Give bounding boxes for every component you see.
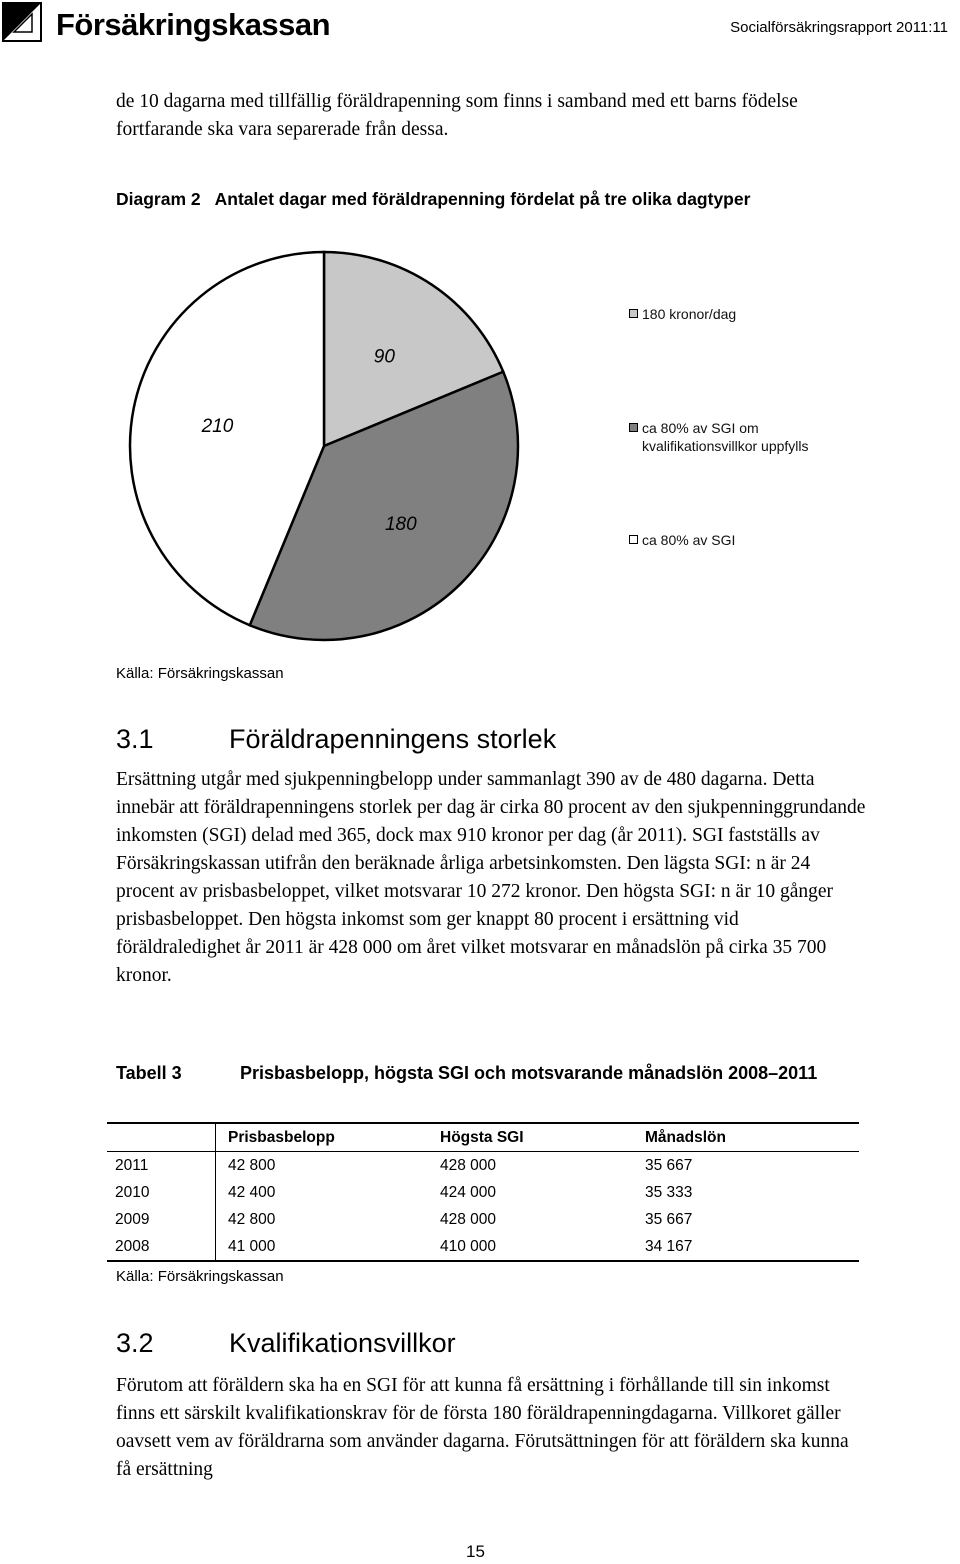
intro-paragraph: de 10 dagarna med tillfällig föräldrapenning som finns i samband med ett barns födelse fortfarande ska vara separerade från dessa.: [116, 91, 798, 140]
diagram-caption: [116, 186, 750, 212]
legend-label: ca 80% av SGI om kvalifikationsvillkor uppfylls: [642, 420, 809, 454]
legend-item: [629, 531, 735, 549]
table-cell: 2008: [107, 1233, 216, 1261]
diagram-label: Diagram 2: [116, 189, 201, 209]
slice-value-label: 180: [384, 513, 417, 535]
table-cell: 428 000: [440, 1210, 497, 1228]
table-cell: 35 667: [645, 1156, 693, 1174]
table-cell: 41 000: [216, 1233, 441, 1261]
section-body: Ersättning utgår med sjukpenningbelopp under sammanlagt 390 av de 480 dagarna. Detta innebär att föräldrapenningens storlek per dag är cirka 80 procent av den sjukpenninggrundande inkomsten (SGI) delad med 365, dock max 910 kronor per dag (år 2011). SGI fastställs av Försäkringskassan utifrån den beräknade årliga arbetsinkomsten. Den lägsta SGI: n är 24 procent av prisbasbeloppet, vilket motsvarar 10 272 kronor. Den högsta SGI: n är 10 gånger prisbasbeloppet. Den högsta inkomst som ger knappt 80 procent i ersättning vid föräldraledighet år 2011 är 428 000 om året vilket motsvarar en månadslön på cirka 35 700 kronor.: [116, 769, 866, 986]
table-row: [107, 1233, 859, 1261]
slice-value-label: 90: [373, 346, 395, 368]
section-heading: [116, 722, 556, 756]
table-title: Prisbasbelopp, högsta SGI och motsvarande månadslön 2008–2011: [240, 1063, 818, 1083]
legend-label: 180 kronor/dag: [642, 306, 737, 322]
report-name: Socialförsäkringsrapport 2011:11: [730, 19, 948, 36]
table-cell: 410 000: [440, 1233, 645, 1261]
table-source: Källa: Försäkringskassan: [116, 1268, 284, 1285]
legend-item: [629, 419, 829, 455]
legend-label: ca 80% av SGI: [642, 532, 736, 548]
table-cell: 428 000: [440, 1156, 497, 1174]
diagram-source: Källa: Försäkringskassan: [116, 665, 284, 682]
column-header: Prisbasbelopp: [216, 1123, 441, 1152]
table-row: [107, 1179, 859, 1206]
table-cell: 424 000: [440, 1183, 497, 1201]
table-cell: 42 400: [216, 1179, 441, 1206]
column-header: Månadslön: [645, 1123, 859, 1152]
page-number: 15: [466, 1542, 485, 1561]
table-header-row: [107, 1123, 859, 1152]
pie-chart: [116, 250, 536, 650]
section-title: Föräldrapenningens storlek: [229, 724, 557, 754]
table-cell: 2009: [115, 1210, 150, 1228]
legend-item: [629, 305, 736, 323]
column-header: Högsta SGI: [440, 1123, 645, 1152]
diagram-title: Antalet dagar med föräldrapenning fördelat på tre olika dagtyper: [214, 189, 751, 209]
section-title: Kvalifikationsvillkor: [229, 1328, 456, 1358]
table-cell: 2010: [115, 1183, 150, 1201]
section-body: Förutom att föräldern ska ha en SGI för att kunna få ersättning i förhållande till sin inkomst finns ett särskilt kvalifikationskrav för de första 180 föräldrapenningdagarna. Villkoret gäller oavsett vem av föräldrarna som använder dagarna. Förutsättningen för att föräldern ska kunna få ersättning: [116, 1375, 849, 1480]
table-cell: 35 333: [645, 1183, 693, 1201]
data-table: [107, 1122, 859, 1262]
section-number: 3.1: [116, 724, 154, 754]
table-cell: 35 667: [645, 1210, 693, 1228]
legend-swatch: [629, 423, 638, 432]
table-cell: 34 167: [645, 1233, 859, 1261]
table-cell: 2011: [115, 1156, 149, 1174]
table-cell: 42 800: [216, 1152, 441, 1180]
section-number: 3.2: [116, 1328, 154, 1358]
legend-swatch: [629, 309, 638, 318]
table-cell: 42 800: [216, 1206, 441, 1233]
slice-value-label: 210: [201, 415, 234, 437]
column-header: [107, 1123, 216, 1152]
logo-icon: [2, 2, 42, 42]
table-label: Tabell 3: [116, 1063, 182, 1083]
legend-swatch: [629, 535, 638, 544]
section-heading: [116, 1326, 456, 1360]
table-row: [107, 1206, 859, 1233]
logo-text: Försäkringskassan: [56, 7, 331, 42]
table-row: [107, 1152, 859, 1180]
